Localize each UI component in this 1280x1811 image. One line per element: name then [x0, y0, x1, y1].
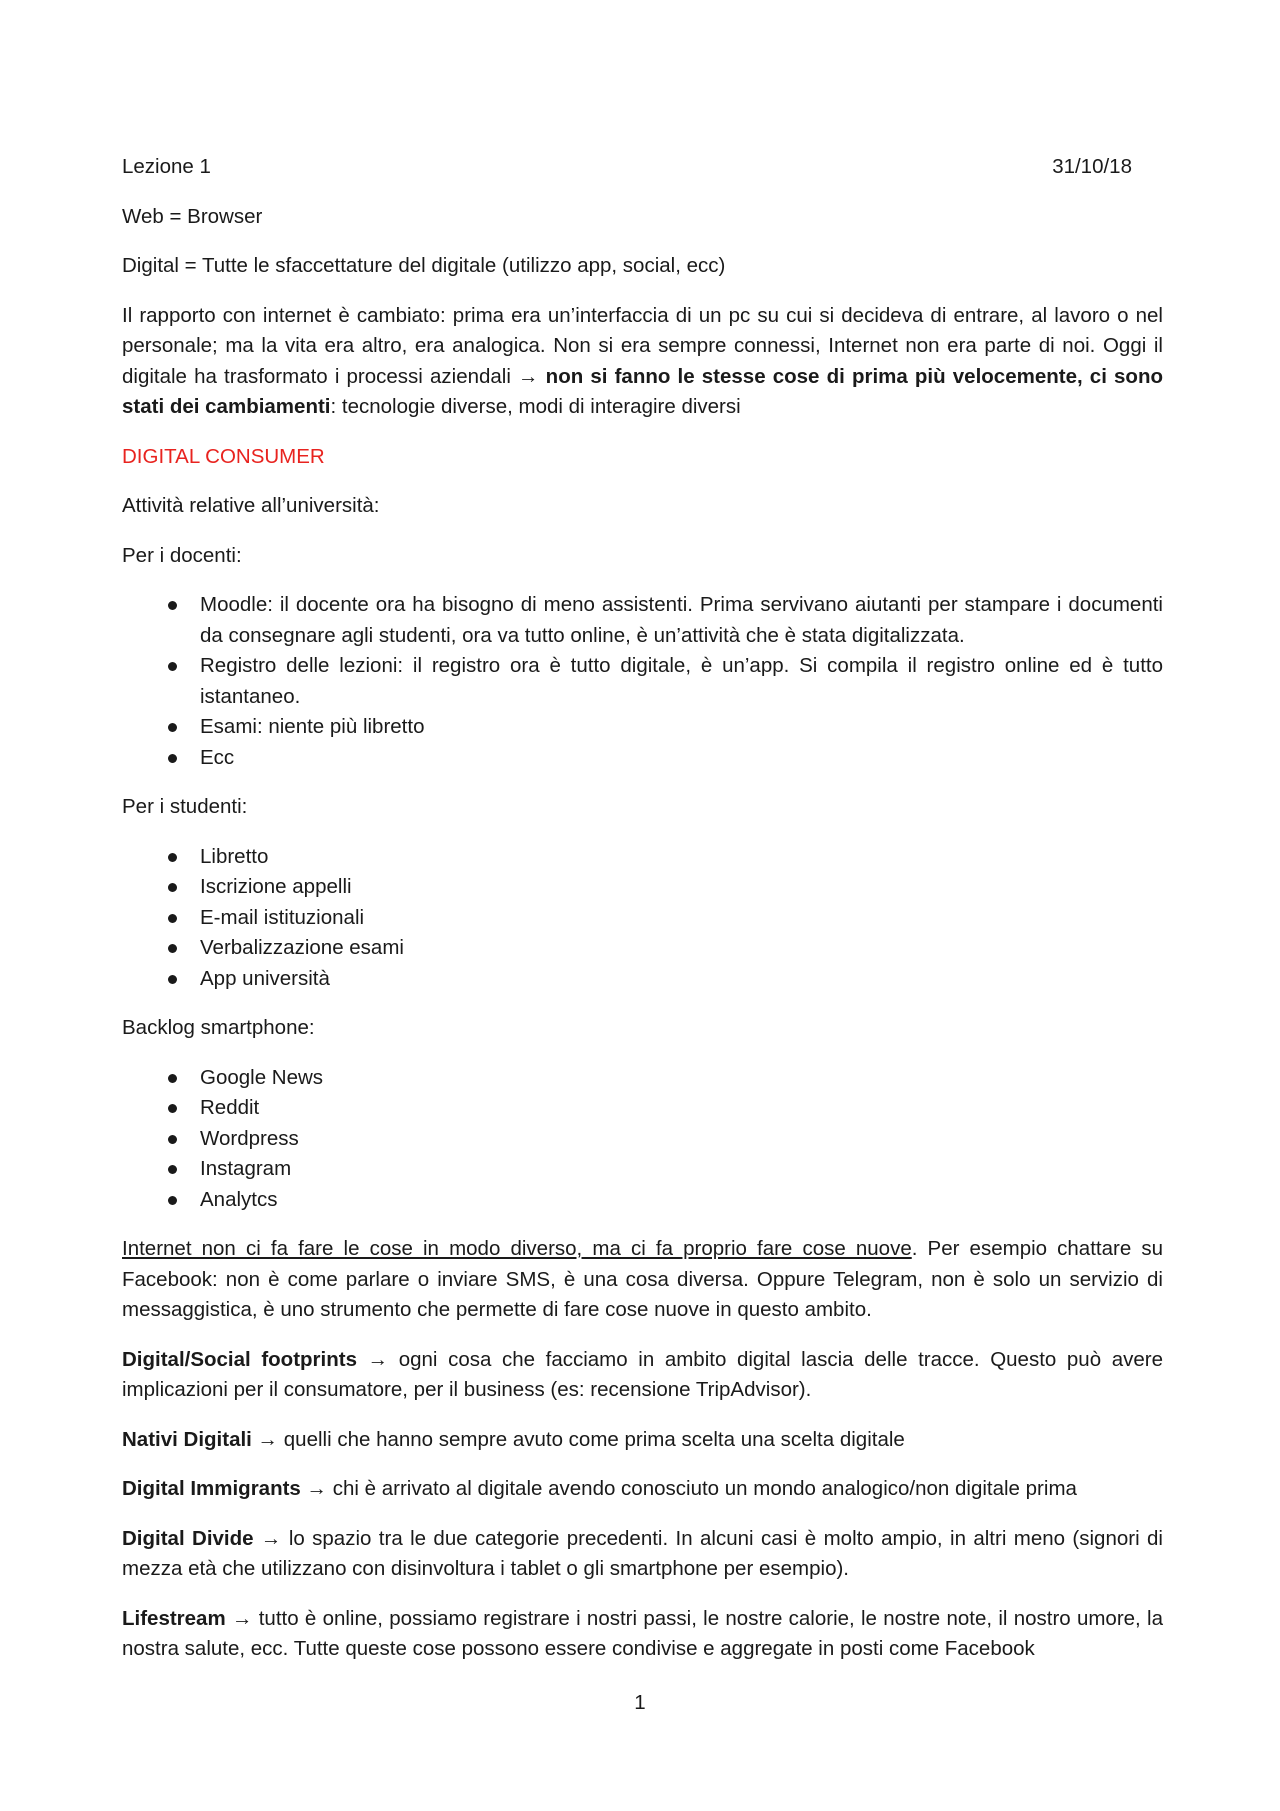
term-title: Digital Immigrants — [122, 1477, 301, 1500]
list-item: Moodle: il docente ora ha bisogno di meno assistenti. Prima servivano aiutanti per stampare i documenti da consegnare agli studenti, ora va tutto online, è un’attività che è stata digitalizzata. — [122, 590, 1163, 651]
arrow-icon: → — [356, 1347, 399, 1371]
document-page — [122, 152, 1163, 1684]
term-paragraph — [122, 1604, 1163, 1665]
term-text: chi è arrivato al digitale avendo conosciuto un mondo analogico/non digitale prima — [332, 1477, 1077, 1500]
internet-paragraph — [122, 1234, 1163, 1326]
term-title: Digital Divide — [122, 1526, 254, 1550]
list-item: Esami: niente più libretto — [122, 712, 1163, 743]
term-text: lo spazio tra le due categorie precedenti. In alcuni casi è molto ampio, in altri meno (signori di mezza età che utilizzano con disinvoltura i tablet o gli smartphone per esempio). — [122, 1526, 1163, 1580]
list-item: Analytcs — [122, 1185, 1163, 1216]
term-title: Nativi Digitali — [122, 1427, 252, 1451]
backlog-label: Backlog smartphone: — [122, 1016, 315, 1039]
page-number: 1 — [634, 1691, 646, 1714]
lesson-date: 31/10/18 — [1052, 155, 1132, 178]
term-text: ogni cosa che facciamo in ambito digital lascia delle tracce. Questo può avere implicazioni per il consumatore, per il business (es: recensione TripAdvisor). — [122, 1347, 1163, 1401]
term-title: Lifestream — [122, 1606, 226, 1630]
term-text: tutto è online, possiamo registrare i nostri passi, le nostre calorie, le nostre note, il nostro umore, la nostra salute, ecc. Tutte queste cose possono essere condivise e aggregate in posti come Facebook — [122, 1606, 1163, 1660]
list-item: Instagram — [122, 1154, 1163, 1185]
studenti-label: Per i studenti: — [122, 795, 248, 818]
arrow-icon: → — [253, 1526, 289, 1550]
list-item: Libretto — [122, 842, 1163, 873]
intro-text: Il rapporto con internet è cambiato: prima era un’interfaccia di un pc su cui si decideva di entrare, al lavoro o nel personale; ma la vita era altro, era analogica. Non si era sempre connessi, Internet non era parte di noi. Oggi il digitale ha trasformato i processi aziendali — [122, 303, 1163, 388]
intro-tail: : tecnologie diverse, modi di interagire diversi — [330, 395, 741, 418]
arrow-icon: → — [300, 1477, 333, 1500]
page-header — [122, 152, 1132, 183]
term-paragraph — [122, 1474, 1163, 1505]
list-item: Reddit — [122, 1093, 1163, 1124]
docenti-label: Per i docenti: — [122, 543, 242, 567]
term-paragraph — [122, 1345, 1163, 1406]
list-item: Ecc — [122, 743, 1163, 774]
backlog-list — [122, 1063, 1163, 1216]
def-digital: Digital = Tutte le sfaccettature del digitale (utilizzo app, social, ecc) — [122, 254, 726, 277]
list-item: Verbalizzazione esami — [122, 933, 1163, 964]
studenti-list — [122, 842, 1163, 995]
term-text: quelli che hanno sempre avuto come prima scelta una scelta digitale — [283, 1427, 905, 1451]
list-item: Wordpress — [122, 1124, 1163, 1155]
list-item: App università — [122, 964, 1163, 995]
list-item: Registro delle lezioni: il registro ora è tutto digitale, è un’app. Si compila il registro online ed è tutto istantaneo. — [122, 651, 1163, 712]
arrow-icon: → — [251, 1427, 284, 1451]
intro-paragraph — [122, 301, 1163, 423]
list-item: Iscrizione appelli — [122, 872, 1163, 903]
section-title: DIGITAL CONSUMER — [122, 444, 325, 468]
univ-label: Attività relative all’università: — [122, 494, 380, 517]
list-item: Google News — [122, 1063, 1163, 1094]
term-paragraph — [122, 1425, 1163, 1456]
list-item: E-mail istituzionali — [122, 903, 1163, 934]
intro-bold: non si fanno le stesse cose di prima più velocemente, ci sono stati dei cambiamenti — [122, 364, 1163, 418]
arrow-icon: → — [225, 1606, 259, 1630]
internet-rest: . Per esempio chattare su Facebook: non è come parlare o inviare SMS, è una cosa diversa. Oppure Telegram, non è solo un servizio di messaggistica, è uno strumento che permette di fare cose nuove in questo ambito. — [122, 1237, 1163, 1321]
arrow-icon: → — [518, 364, 539, 388]
def-web: Web = Browser — [122, 204, 263, 228]
docenti-list — [122, 590, 1163, 773]
lesson-title: Lezione 1 — [122, 155, 211, 178]
term-paragraph — [122, 1524, 1163, 1585]
term-title: Digital/Social footprints — [122, 1347, 357, 1371]
internet-underlined: Internet non ci fa fare le cose in modo diverso, ma ci fa proprio fare cose nuove — [122, 1237, 912, 1260]
